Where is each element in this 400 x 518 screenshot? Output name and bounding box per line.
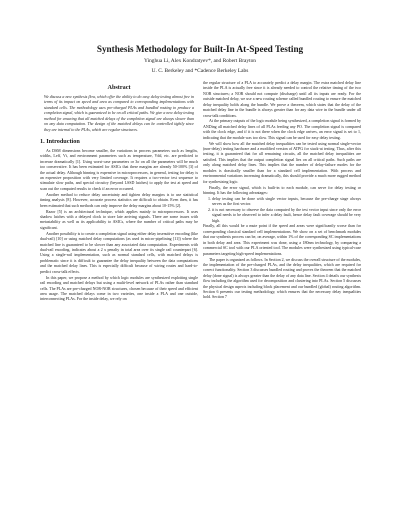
abstract-heading: Abstract [107, 84, 131, 91]
paper-authors: Yinghua Li, Alex Kondratyev*, and Robert Brayton [144, 58, 256, 64]
paragraph: Razor [5] is an architectural technique, which applies mainly to microprocessors. It uses shadow latches with a delayed clock to store late arriving signals. There are some issues with metastability as well as its applicability to ASICs, where the number of critical paths may be significant. [40, 208, 198, 230]
abstract-text: We discuss a new synthesis flow, which offer the ability to do easy delay testing almost free in terms of its impact on speed and area as compared to corresponding implementations with standard cells. The methodology uses pre-charged PLAs and bundled routing to produce a completion signal, which is guaranteed to be on all critical paths. We give a new delay testing method for ensuring that all matched delays of the completion signal are always slower than on any data computation. The design of the matched delays can be controlled tightly since they are internal to the PLAs, which are regular structures. [44, 94, 194, 132]
paragraph: Another possibility is to create a completion signal using either delay insensitive encoding (like dual-rail) [10] or using matched delay computations (as used in micro-pipelining [11]) where the matched line is guaranteed to be slower than any associated data computation. Experiments with dual-rail encoding, indicates about a 2 x penalty in total area over its single rail counterpart [6]. Using a single-rail implementation, such as normal standard cells, with matched delays is problematic since it is difficult to guarantee the delay inequality between the data computations and the matched delay lines. This is especially difficult because of wiring routes and hard-to-predict cross-talk effects. [40, 230, 198, 274]
section-heading-introduction: 1. Introduction [40, 137, 80, 145]
paper-affiliation: U. C. Berkeley and *Cadence Berkeley Labs [151, 68, 249, 74]
paper-title: Synthesis Methodology for Built-In At-Speed Testing [96, 44, 304, 54]
list-item: 2. it is not necessary to observe the data computed by the test vector input since only the error signal needs to be observed to infer a delay fault, hence delay fault coverage should be very high. [212, 207, 361, 223]
paragraph: We will show how all the matched delay inequalities can be tested using normal single-vector (non-delay) testing hardware and a modified version of ATPG for stuck-at testing. Thus, after this testing, it is guaranteed that for all remaining circuits, all the matched delay inequalities are satisfied. This implies that the output completion signal lies on all critical paths. Such paths are only along matched delay lines. This implies that the number of delay-failure modes for the modules is drastically smaller than for a standard cell implementation. With process and environmental variations increasing dramatically, this should provide a much more rugged method for synthesizing logic. [203, 140, 361, 184]
paragraph: The paper is organized as follows. In Section 2, we discuss the overall structure of the modules, the implementation of the pre-charged PLAs, and the delay inequalities, which are required for correct functionality. Section 3 discusses bundled routing and proves the theorem that the matched delay (done signal) is always greater than the delay of any data line. Section 4 details our synthesis flow including the algorithm used for decomposition and clustering into PLAs. Section 5 discusses the physical design aspects including block placement and our bundled (global) routing algorithm. Section 6 presents our testing methodology, which ensures that the necessary delay inequalities hold. Section 7 [203, 256, 361, 300]
paragraph: the regular structure of a PLA to accurately predict a delay margin. The extra matched delay line inside the PLA is actually free since it is already needed to control the relative timing of the two NOR structures; a NOR should not compute (discharge) until all its inputs are ready. For the outside matched delay, we use a new routing scheme called bundled routing to ensure the matched delay inequality holds along the bundle. We prove a theorem, which states that the delay of the matched delay line in the bundle is always greater than for any data wire in the bundle under all cross-talk conditions. [203, 80, 361, 118]
paragraph: Finally, the error signal, which is built-in to each module, can serve for delay testing or binning. It has the following advantages: [203, 184, 361, 195]
paragraph: At the primary outputs of the logic module being synthesized, a completion signal is formed by ANDing all matched delay lines of all PLAs feeding any PO. The completion signal is compared with the clock edge, and if it is not there when the clock edge arrives, an error signal is set to 1, indicating that the module was too slow. This signal can be used for easy delay testing. [203, 118, 361, 140]
list-item: 1. delay testing can be done with single vector inputs, because the pre-charge stage always serves as the first vector. [212, 196, 361, 207]
paragraph: Finally, all this would be a mute point if the speed and areas were significantly worse than for corresponding classical standard cell implementations. We show on a set of benchmark modules that our synthesis process can be, on average, within 1% of the corresponding SC implementations in both delay and area. This experiment was done, using a 180nm technology, by comparing a commercial SC tool with our PLA oriented tool. The modules were synthesized using typical-case parameters targeting high-speed implementations. [203, 223, 361, 256]
paragraph: In this paper, we propose a method by which logic modules are synthesized exploiting single rail encoding and matched delays but using a multi-level network of PLAs rather than standard cells. The PLAs are pre-charged NOR-NOR structures, chosen because of their speed and efficient area usage. The matched delays come in two varieties, one inside a PLA and one outside, interconnecting PLAs. For the inside delay, we rely on [40, 274, 198, 302]
paragraph: Another method to reduce delay uncertainty and tighten delay margins is to use statistical timing analysis [8]. However, accurate process statistics are difficult to obtain. Even then, it has been estimated that such methods can only improve the delay margins about 10-15% [2]. [40, 191, 198, 208]
advantages-list [203, 196, 361, 223]
right-column [203, 80, 361, 300]
left-column [40, 80, 198, 302]
paragraph: As DSM dimensions become smaller, the variations in process parameters such as lengths, widths, Leff, Vt, and environment parameters such as temperature, Vdd, etc. are predicted to increase dramatically [1]. Using worst-case parameters or 3σ on all the parameters will be much too conservative. It has been estimated for ASICs that these margins are already 50-100% [3] of the actual delay. Although binning is expensive in microprocessors, in general, testing for delay is an expensive proposition with very limited coverage. It requires a two-vector test sequence to stimulate slow paths, and special circuitry (beyond LSSD latches) to apply the test at speed and scan out the computed results to check if an error occurred. [40, 147, 198, 191]
